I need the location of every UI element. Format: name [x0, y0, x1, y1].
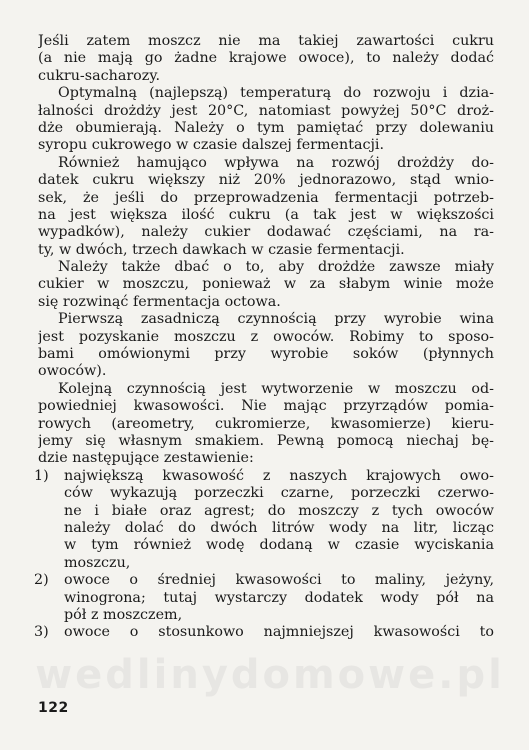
- text-line: winogrona; tutaj wystarczy dodatek wody pół na: [64, 589, 494, 606]
- text-line: cukru-sacharozy.: [38, 67, 161, 84]
- text-line: jest pozyskanie moszczu z owoców. Robimy to sposo-: [38, 328, 494, 345]
- text-line: należy dolać do dwóch litrów wody na litr, licząc: [64, 519, 494, 536]
- text-line: powiedniej kwasowości. Nie mając przyrządów pomia-: [38, 398, 494, 415]
- text-line: łalności drożdży jest 20°C, natomiast powyżej 50°C droż-: [38, 102, 494, 119]
- text-line: sek, że jeśli do przeprowadzenia fermentacji potrzeb-: [38, 189, 494, 206]
- text-line: bami omówionymi przy wyrobie soków (płynnych: [38, 346, 494, 363]
- list-item: [34, 572, 494, 624]
- text-line: dże obumierają. Należy o tym pamiętać przy dolewaniu: [38, 119, 494, 136]
- paragraph: [38, 155, 494, 259]
- text-line: datek cukru większy niż 20% jednorazowo, stąd wnio-: [38, 172, 494, 189]
- text-line: wypadków), należy cukier dodawać częściami, na ra-: [38, 224, 494, 241]
- text-line: dzie następujące zestawienie:: [38, 450, 254, 467]
- list-item: [34, 467, 494, 572]
- list-item: [34, 624, 494, 641]
- list-number: 3): [34, 624, 49, 641]
- text-line: syropu cukrowego w czasie dalszej fermentacji.: [38, 137, 385, 154]
- paragraph: [38, 381, 494, 468]
- text-line: Kolejną czynnością jest wytworzenie w moszczu od-: [58, 380, 494, 397]
- paragraph: [38, 311, 494, 381]
- text-line: ne i białe oraz agrest; do moszczy z tych owoców: [64, 502, 494, 519]
- text-line: ty, w dwóch, trzech dawkach w czasie fermentacji.: [38, 241, 405, 258]
- text-line: największą kwasowość z naszych krajowych owo-: [64, 467, 494, 484]
- text-line: (a nie mają go żadne krajowe owoce), to należy dodać: [38, 50, 494, 67]
- text-line: Pierwszą zasadniczą czynnością przy wyrobie wina: [58, 311, 494, 328]
- text-line: na jest większa ilość cukru (a tak jest w większości: [38, 206, 494, 223]
- text-line: owoce o średniej kwasowości to maliny, jeżyny,: [64, 572, 494, 589]
- text-line: Należy także dbać o to, aby drożdże zawsze miały: [58, 259, 494, 276]
- text-line: owoce o stosunkowo najmniejszej kwasowości to: [64, 624, 494, 641]
- paragraph: [38, 259, 494, 311]
- page-number: 122: [38, 700, 69, 716]
- list-number: 1): [34, 467, 49, 484]
- text-line: Optymalną (najlepszą) temperaturą do rozwoju i dzia-: [58, 85, 494, 102]
- text-line: jemy się własnym smakiem. Pewną pomocą niechaj bę-: [38, 432, 494, 449]
- text-line: Również hamująco wpływa na rozwój drożdży do-: [58, 154, 494, 171]
- text-line: rowych (areometry, cukromierze, kwasomierze) kieru-: [38, 415, 494, 432]
- text-line: ców wykazują porzeczki czarne, porzeczki czerwo-: [64, 485, 494, 502]
- text-line: się rozwinąć fermentacja octowa.: [38, 293, 281, 310]
- watermark-text: wedlinydomowe.pl: [35, 652, 505, 698]
- text-line: w tym również wodę dodaną w czasie wyciskania: [64, 537, 494, 554]
- text-line: pół z moszczem,: [64, 606, 183, 623]
- text-line: Jeśli zatem moszcz nie ma takiej zawartości cukru: [38, 33, 494, 49]
- list-number: 2): [34, 572, 49, 589]
- paragraph: [38, 85, 494, 155]
- text-line: moszczu,: [64, 554, 131, 571]
- text-line: cukier w moszczu, ponieważ w za słabym winie może: [38, 276, 494, 293]
- text-line: owoców).: [38, 363, 107, 380]
- page-content: [34, 33, 494, 642]
- paragraph: [38, 33, 494, 85]
